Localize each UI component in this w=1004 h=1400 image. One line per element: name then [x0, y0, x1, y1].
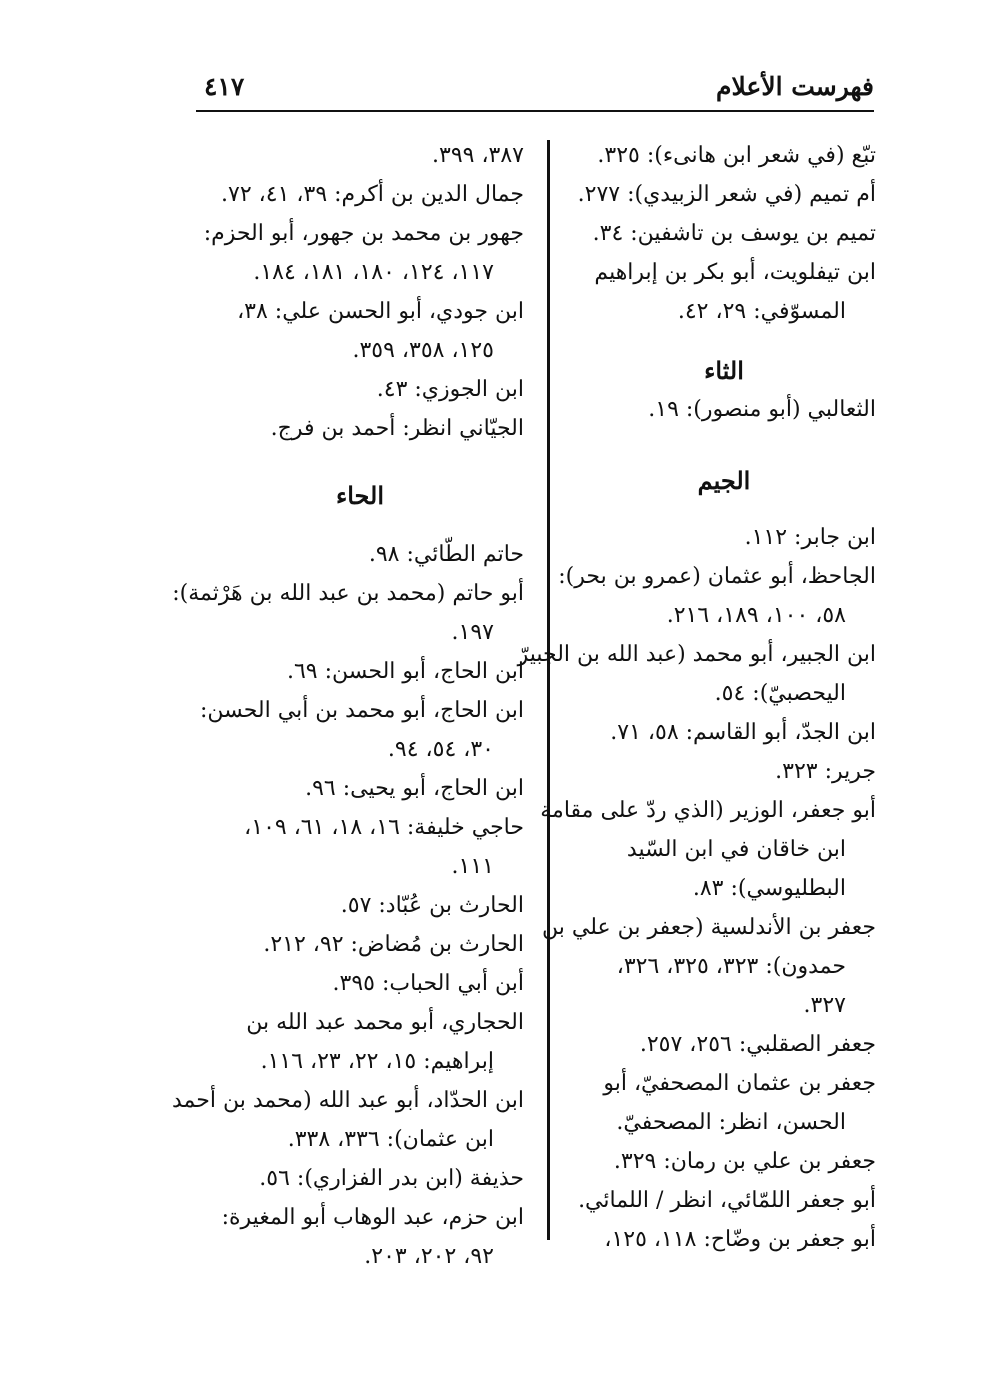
entry-line: حاتم الطّائي: ٩٨. [368, 542, 524, 567]
section-heading-tha: الثاء [704, 356, 744, 385]
entry-line: ابن الحاج، أبو الحسن: ٦٩. [286, 659, 524, 684]
entry-continuation-line: ابن خاقان في ابن السّيد [626, 837, 846, 862]
entry-line: ابن تيفلويت، أبو بكر بن إبراهيم [594, 260, 876, 285]
running-title: فهرست الأعلام [716, 72, 874, 101]
index-entry [172, 574, 524, 652]
entry-line: الثعالبي (أبو منصور): ١٩. [648, 397, 876, 422]
right-column [517, 136, 876, 1259]
entry-line: الحارث بن عُبّاد: ٥٧. [340, 893, 524, 918]
index-entry [196, 769, 524, 808]
entry-line: جعفر الصقلبي: ٢٥٦، ٢٥٧. [639, 1032, 876, 1057]
index-entry [196, 214, 524, 292]
index-entry [196, 691, 524, 769]
index-entry [542, 908, 876, 1025]
index-entry [196, 175, 524, 214]
entry-line: جهور بن محمد بن جهور، أبو الحزم: [203, 221, 524, 246]
index-entry [196, 370, 524, 409]
index-entry [196, 1159, 524, 1198]
index-entry [196, 964, 524, 1003]
column-divider [547, 140, 550, 1240]
entry-line: الحجاري، أبو محمد عبد الله بن [246, 1010, 524, 1035]
index-entry [196, 886, 524, 925]
index-entry [558, 557, 876, 635]
entry-list [572, 136, 876, 331]
index-entry [572, 713, 876, 752]
entry-line: تبّع (في شعر ابن هانىء): ٣٢٥. [597, 143, 876, 168]
entry-line: أبو جعفر بن وضّاح: ١١٨، ١٢٥، [604, 1227, 876, 1252]
entry-line: ابن الحدّاد، أبو عبد الله (محمد بن أحمد [172, 1088, 524, 1113]
entry-continuation-line: ابن عثمان): ٣٣٦، ٣٣٨. [287, 1127, 494, 1152]
entry-continuation-line: ١١١. [451, 854, 494, 879]
index-entry [572, 175, 876, 214]
entry-line: ابن الحاج، أبو محمد بن أبي الحسن: [199, 698, 524, 723]
entry-line: جعفر بن الأندلسية (جعفر بن علي بن [542, 915, 876, 940]
entry-line: ابن الجدّ، أبو القاسم: ٥٨، ٧١. [610, 720, 876, 745]
entry-line: أم تميم (في شعر الزبيدي): ٢٧٧. [577, 182, 876, 207]
index-entry [572, 136, 876, 175]
section-heading-jim: الجيم [697, 466, 751, 495]
index-entry [572, 518, 876, 557]
entry-continuation-line: ٥٨، ١٠٠، ١٨٩، ٢١٦. [666, 603, 846, 628]
index-entry [196, 409, 524, 448]
entry-line: ابن الجوزي: ٤٣. [376, 377, 524, 402]
entry-continuation-line: الحسن، انظر: المصحفيّ. [616, 1110, 846, 1135]
entry-line: حاجي خليفة: ١٦، ١٨، ٦١، ١٠٩، [244, 815, 524, 840]
index-entry [572, 390, 876, 429]
index-entry [540, 791, 876, 908]
entry-line: الجاحظ، أبو عثمان (عمرو بن بحر): [558, 564, 876, 589]
entry-line: ٣٨٧، ٣٩٩. [432, 143, 524, 168]
entry-line: الحارث بن مُضاض: ٩٢، ٢١٢. [263, 932, 524, 957]
entry-line: الجيّاني انظر: أحمد بن فرج. [270, 416, 524, 441]
left-column [172, 136, 524, 1276]
index-entry [572, 1025, 876, 1064]
entry-continuation-line: حمدون): ٣٢٣، ٣٢٥، ٣٢٦، [616, 954, 846, 979]
entry-line: أبو جعفر، الوزير (الذي ردّ على مقامة [540, 798, 876, 823]
entry-line: ابن جودي، أبو الحسن علي: ٣٨، [237, 299, 524, 324]
index-entry [196, 535, 524, 574]
entry-line: ابن الحاج، أبو يحيى: ٩٦. [305, 776, 524, 801]
page-header [196, 70, 874, 112]
entry-continuation-line: ١٢٥، ٣٥٨، ٣٥٩. [352, 338, 494, 363]
index-entry [572, 1181, 876, 1220]
index-entry [572, 1220, 876, 1259]
entry-continuation-line: ١١٧، ١٢٤، ١٨٠، ١٨١، ١٨٤. [253, 260, 494, 285]
page-number: ٤١٧ [204, 72, 245, 101]
entry-line: تميم بن يوسف بن تاشفين: ٣٤. [592, 221, 876, 246]
entry-line: جمال الدين بن أكرم: ٣٩، ٤١، ٧٢. [221, 182, 524, 207]
entry-continuation-line: إبراهيم: ١٥، ٢٢، ٢٣، ١١٦. [260, 1049, 494, 1074]
entry-continuation-line: البطليوسي): ٨٣. [692, 876, 846, 901]
entry-continuation-line: ٩٢، ٢٠٢، ٢٠٣. [364, 1244, 494, 1269]
entry-continuation-line: اليحصبيّ): ٥٤. [714, 681, 846, 706]
entry-line: جعفر بن عثمان المصحفيّ، أبو [603, 1071, 876, 1096]
entry-list [196, 136, 524, 448]
entry-line: حذيفة (ابن بدر الفزاري): ٥٦. [259, 1166, 524, 1191]
index-entry [196, 652, 524, 691]
entry-list [172, 535, 524, 1276]
index-entry [517, 635, 876, 713]
entry-line: جعفر بن علي بن رمان: ٣٢٩. [613, 1149, 876, 1174]
index-entry [196, 925, 524, 964]
entry-continuation-line: ٣٢٧. [803, 993, 846, 1018]
entry-line: ابن جابر: ١١٢. [744, 525, 876, 550]
entry-continuation-line: المسوّفي: ٢٩، ٤٢. [677, 299, 846, 324]
entry-line: جرير: ٣٢٣. [775, 759, 876, 784]
index-entry [196, 1003, 524, 1081]
index-entry [172, 1081, 524, 1159]
index-entry [196, 292, 524, 370]
entry-line: ابن الجبير، أبو محمد (عبد الله بن الجبيرّ [517, 642, 876, 667]
entry-line: أبو جعفر اللمّائي، انظر / اللمائي. [578, 1188, 876, 1213]
index-entry [196, 1198, 524, 1276]
entry-line: أبو حاتم (محمد بن عبد الله بن هَرْثمة): [172, 581, 524, 606]
index-entry [572, 253, 876, 331]
entry-list [517, 518, 876, 1259]
index-entry [196, 136, 524, 175]
entry-list [572, 390, 876, 429]
entry-continuation-line: ١٩٧. [451, 620, 494, 645]
index-entry [572, 752, 876, 791]
entry-continuation-line: ٣٠، ٥٤، ٩٤. [387, 737, 494, 762]
section-heading-ha: الحاء [335, 481, 385, 510]
index-entry [572, 1142, 876, 1181]
index-entry [572, 1064, 876, 1142]
index-entry [572, 214, 876, 253]
index-entry [196, 808, 524, 886]
entry-line: ابن حزم، عبد الوهاب أبو المغيرة: [221, 1205, 524, 1230]
entry-line: أبن أبي الحباب: ٣٩٥. [332, 971, 524, 996]
